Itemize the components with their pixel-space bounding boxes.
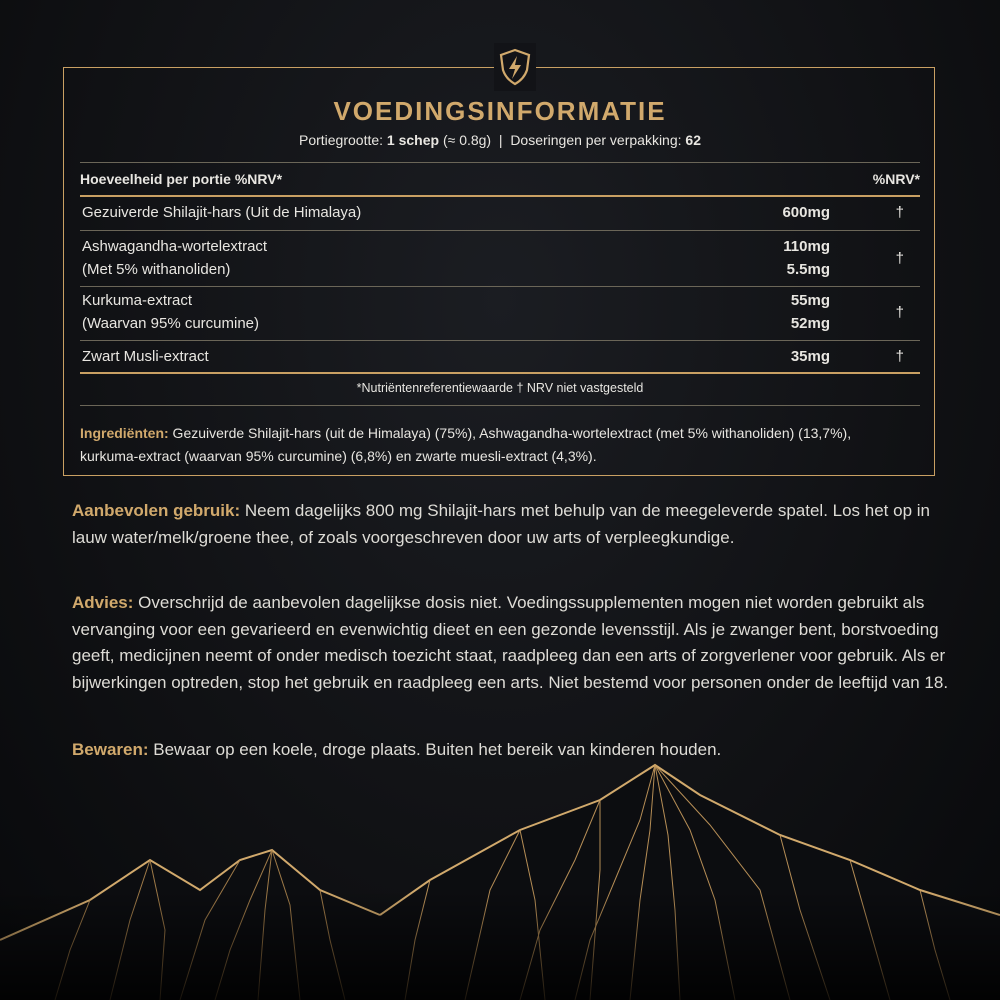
header-amount-label: Hoeveelheid per portie %NRV*	[80, 171, 283, 187]
panel-title: VOEDINGSINFORMATIE	[333, 96, 667, 126]
advice-paragraph: Advies: Overschrijd de aanbevolen dagelijkse dosis niet. Voedingssupplementen mogen niet worden gebruikt als vervanging voor een gevarieerd en evenwichtig dieet en een gezonde levensstijl. Als je zwanger bent, borstvoeding geeft, medicijnen neemt of onder medisch toezicht staat, raadpleeg dan een arts of zorgverlener voor gebruik. Als er bijwerkingen optreden, stop het gebruik en raadpleeg een arts. Niet bestemd voor personen onder de leeftijd van 18.	[72, 593, 949, 692]
divider	[80, 340, 920, 341]
divider	[80, 405, 920, 406]
storage-paragraph: Bewaren: Bewaar op een koele, droge plaats. Buiten het bereik van kinderen houden.	[72, 740, 722, 759]
table-header	[80, 171, 920, 193]
serving-info: Portiegrootte: 1 schep (≈ 0.8g) | Doseringen per verpakking: 62	[298, 132, 701, 148]
divider	[80, 286, 920, 287]
nrv-footnote: *Nutriëntenreferentiewaarde † NRV niet vastgesteld	[356, 381, 644, 395]
mountains-illustration	[0, 740, 1000, 1000]
table-bottom-divider	[80, 372, 920, 374]
usage-paragraph: Aanbevolen gebruik: Neem dagelijks 800 mg Shilajit-hars met behulp van de meegeleverde spatel. Los het op in lauw water/melk/groene thee, of zoals voorgeschreven door uw arts of verpleegkundige.	[72, 501, 930, 547]
header-divider	[80, 195, 920, 197]
header-nrv-label: %NRV*	[872, 171, 920, 187]
divider	[80, 162, 920, 163]
shield-lightning-icon	[494, 43, 536, 91]
divider	[80, 230, 920, 231]
ingredients-text: Ingrediënten: Gezuiverde Shilajit-hars (uit de Himalaya) (75%), Ashwagandha-wortelextract (met 5% withanoliden) (13,7%), kurkuma-extract (waarvan 95% curcumine) (6,8%) en zwarte muesli-extract (4,3%).	[80, 425, 852, 464]
